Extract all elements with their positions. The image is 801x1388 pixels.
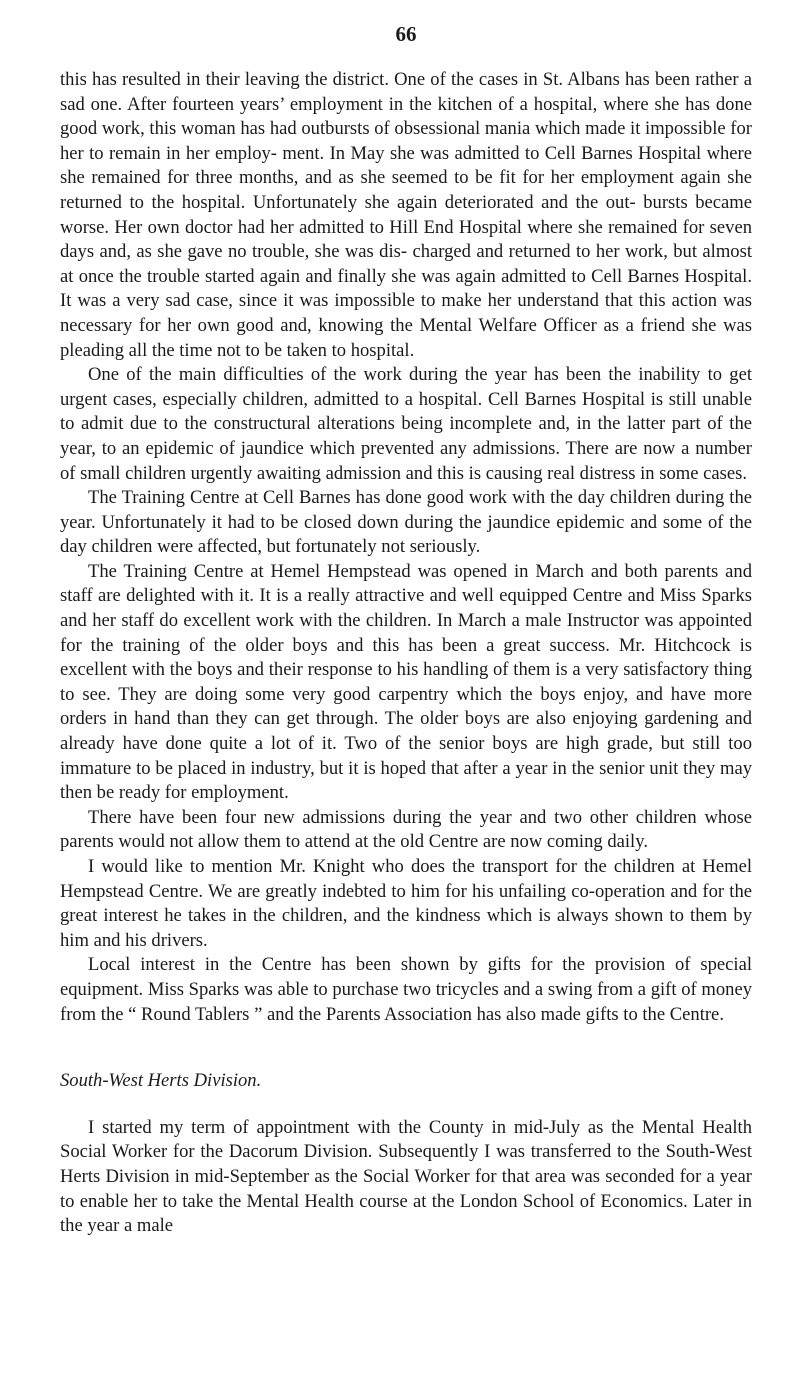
- paragraph-st-albans-case: this has resulted in their leaving the district. One of the cases in St. Albans has been rather a sad one. After fourteen years’ employment in the kitchen of a hospital, where she has done good work, this woman has had outbursts of obsessional mania which made it impossible for her to remain in her employ- ment. In May she was admitted to Cell Barnes Hospital where she remained for three months, and as she seemed to be fit for her employment again she returned to the hospital. Unfortunately she again deteriorated and the out- bursts became worse. Her own doctor had her admitted to Hill End Hospital where she remained for seven days and, as she gave no trouble, she was dis- charged and returned to her work, but almost at once the trouble started again and finally she was again admitted to Cell Barnes Hospital. It was a very sad case, since it was impossible to make her understand that this action was necessary for her own good and, knowing the Mental Welfare Officer as a friend she was pleading all the time not to be taken to hospital.: [60, 69, 752, 361]
- paragraph-cell-barnes-training-centre: The Training Centre at Cell Barnes has done good work with the day children during the year. Unfortunately it had to be closed down during the jaundice epidemic and some of the day children were affected, but fortunately not seriously.: [60, 487, 752, 558]
- document-page: [60, 20, 752, 1239]
- paragraph-local-interest-gifts: Local interest in the Centre has been shown by gifts for the provision of special equipment. Miss Sparks was able to purchase two tricycles and a swing from a gift of money from the “ Round Tablers ” and the Parents Association has also made gifts to the Centre.: [60, 954, 752, 1025]
- paragraph-new-admissions: There have been four new admissions during the year and two other children whose parents would not allow them to attend at the old Centre are now coming daily.: [60, 806, 752, 853]
- paragraph-mr-knight-transport: I would like to mention Mr. Knight who does the transport for the children at Hemel Hempstead Centre. We are greatly indebted to him for his unfailing co-operation and for the great interest he takes in the children, and the kindness which is always shown to them by him and his drivers.: [60, 856, 752, 951]
- paragraph-hospital-admission-difficulties: One of the main difficulties of the work during the year has been the inability to get urgent cases, especially children, admitted to a hospital. Cell Barnes Hospital is still unable to admit due to the constructural alterations being incomplete and, in the latter part of the year, to an epidemic of jaundice which prevented any admissions. There are now a number of small children urgently awaiting admission and this is causing real distress in some cases.: [60, 364, 752, 484]
- page-number: 66: [395, 22, 417, 46]
- section-heading-south-west-herts: South-West Herts Division.: [60, 1070, 262, 1092]
- paragraph-term-of-appointment: I started my term of appointment with the County in mid-July as the Mental Health Social Worker for the Dacorum Division. Subsequently I was transferred to the South-West Herts Division in mid-September as the Social Worker for that area was seconded for a year to enable her to take the Mental Health course at the London School of Economics. Later in the year a male: [60, 1116, 752, 1237]
- paragraph-hemel-hempstead-training-centre: The Training Centre at Hemel Hempstead was opened in March and both parents and staff are delighted with it. It is a really attractive and well equipped Centre and Miss Sparks and her staff do excellent work with the children. In March a male Instructor was appointed for the training of the older boys and this has been a great success. Mr. Hitchcock is excellent with the boys and their response to his handling of them is a very satisfactory thing to see. They are doing some very good carpentry which the boys enjoy, and have more orders in hand than they can get through. The older boys are also enjoying gardening and already have done quite a lot of it. Two of the senior boys are high grade, but still too immature to be placed in industry, but it is hoped that after a year in the senior unit they may then be ready for employment.: [60, 560, 752, 804]
